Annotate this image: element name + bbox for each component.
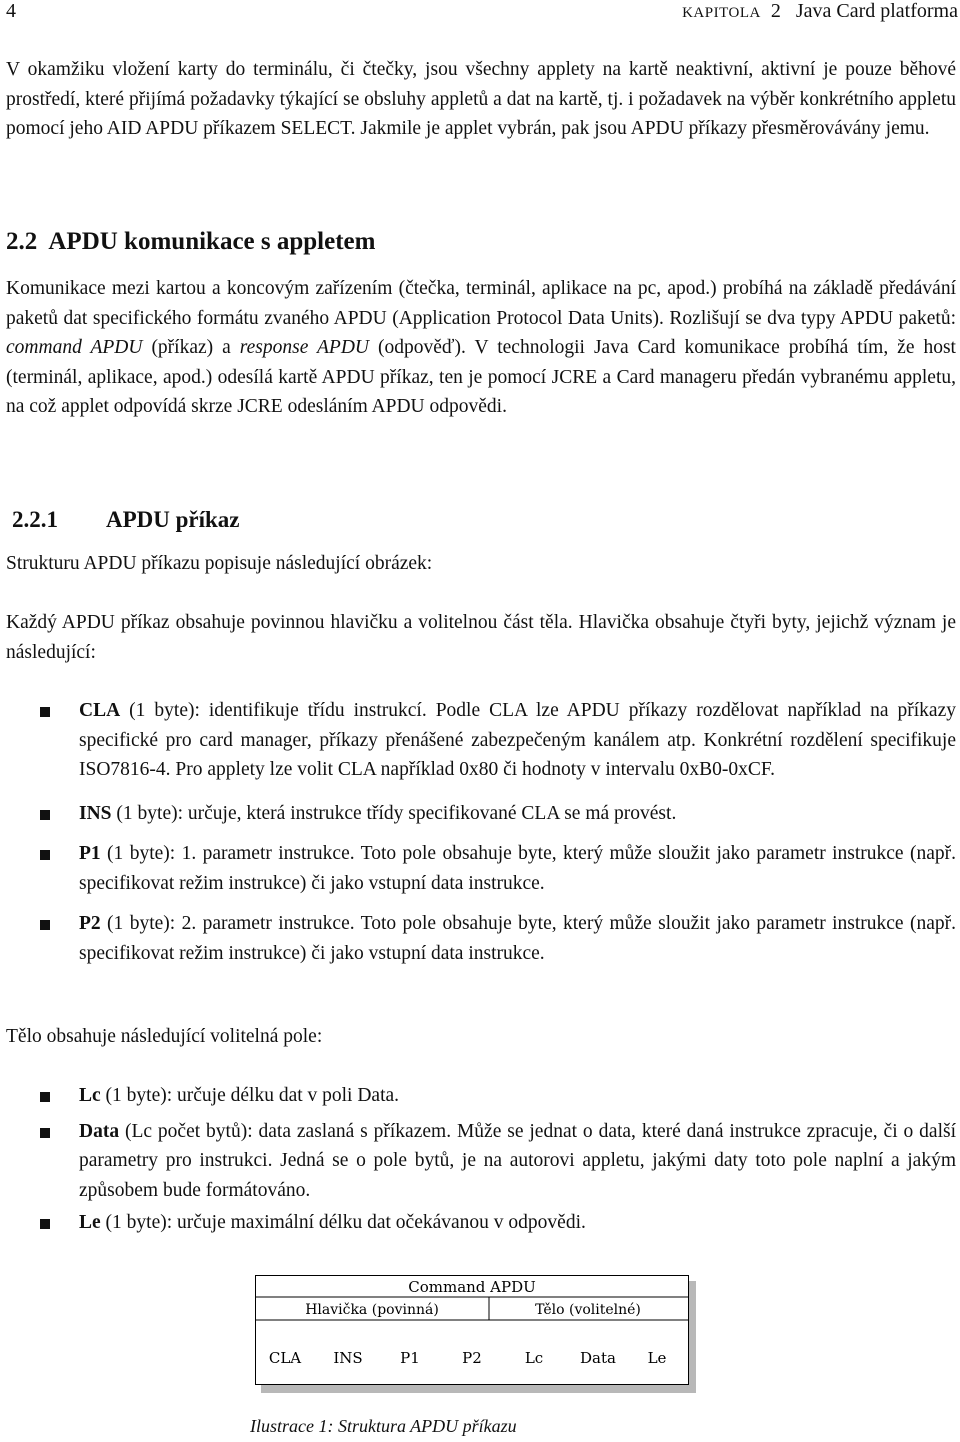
apdu-structure-figure [255,1275,696,1393]
section-title: APDU příkaz [106,507,240,532]
apdu-structure-diagram [255,1275,696,1393]
apdu-field: Le [647,1349,667,1367]
field-description: (1 byte): určuje délku dat v poli Data. [100,1085,400,1106]
bullet-square-icon [40,707,50,717]
bullet-square-icon [40,810,50,820]
section-number: 2.2.1 [12,507,58,532]
figure-caption: Ilustrace 1: Struktura APDU příkazu [250,1416,517,1436]
field-term: CLA [79,700,121,721]
field-term: P2 [79,913,101,934]
header-description-paragraph: Každý APDU příkaz obsahuje povinnou hlavičku a volitelnou část těla. Hlavička obsahuje čtyři byty, jejichž význam je následující: [6,612,956,663]
field-description: (1 byte): určuje, která instrukce třídy specifikované CLA se má provést. [111,802,677,824]
section-number: 2.2 [6,228,38,255]
figure-header-label: Hlavička (povinná) [305,1302,439,1318]
bullet-square-icon [40,1128,50,1138]
figure-body-label: Tělo (volitelné) [535,1302,641,1318]
chapter-number: 2 [770,0,781,22]
apdu-field: P2 [462,1349,482,1367]
intro-paragraph: V okamžiku vložení karty do terminálu, či čtečky, jsou všechny applety na kartě neaktivní, aktivní je pouze běhové prostředí, které přijímá požadavky týkající se obsluhy appletů a dat na kartě, tj. i požadavek na výběr konkrétního appletu pomocí jeho AID APDU příkazem SELECT. Jakmile je applet vybrán, pak jsou APDU příkazy přesměrovávány jemu. [6,59,956,139]
field-description: (Lc počet bytů): data zaslaná s příkazem. Může se jednat o data, které daná instrukce zpracuje, či o další parametry pro instrukci. Jedná se o pole bytů, je na autorovi appletu, jakými daty toto pole naplní a jakým způsobem bude formátováno. [79,1120,956,1201]
list-item [6,1081,956,1111]
bullet-square-icon [40,920,50,930]
field-description: (1 byte): identifikuje třídu instrukcí. Podle CLA lze APDU příkazy rozdělovat například na příkazy specifické pro card manager, příkazy přenášené zabezpečeným kanálem atp. Konkrétní rozdělení specifikuje ISO7816-4. Pro applety lze volit CLA například 0x80 či hodnoty v intervalu 0xB0-0xCF. [79,700,956,780]
body-description-paragraph: Tělo obsahuje následující volitelná pole: [6,1026,323,1047]
term-response-apdu: response APDU [239,337,370,358]
section-heading-2-2 [6,228,375,256]
apdu-communication-paragraph [6,274,956,422]
field-term: Lc [79,1085,101,1106]
bullet-square-icon [40,1219,50,1229]
page-number: 4 [6,0,16,22]
section-heading-2-2-1 [6,507,240,533]
body-fields-list [6,1081,956,1238]
bullet-square-icon [40,850,50,860]
field-description: (1 byte): 1. parametr instrukce. Toto pole obsahuje byte, který může sloužit jako parametr instrukce (např. specifikovat režim instrukce) či jako vstupní data instrukce. [79,843,956,894]
para-text: Komunikace mezi kartou a koncovým zařízením (čtečka, terminál, aplikace na pc, apod.) probíhá na základě předávání paketů dat specifického formátu zvaného APDU (Application Protocol Data Units). Rozlišují se dva typy APDU paketů: [6,278,956,329]
apdu-field: INS [333,1349,363,1367]
field-term: P1 [79,843,101,864]
field-term: Data [79,1120,120,1142]
list-item [6,1117,956,1206]
page-header [6,0,958,26]
apdu-field: Data [580,1349,616,1367]
figure-intro-paragraph: Strukturu APDU příkazu popisuje následující obrázek: [6,553,433,574]
list-item [6,839,956,898]
list-item [6,696,956,785]
para-text: (odpověď). V technologii Java Card komunikace probíhá tím, že host (terminál, aplikace, apod.) odesílá kartě APDU příkaz, ten je pomocí JCRE a Card manageru předán vybranému appletu, na což applet odpovídá skrze JCRE odesláním APDU odpovědi. [6,337,956,417]
apdu-field: Lc [524,1349,544,1367]
header-fields-list [6,696,956,968]
figure-title: Command APDU [408,1278,536,1296]
apdu-field: P1 [400,1349,420,1367]
section-title: APDU komunikace s appletem [48,228,376,255]
field-description: (1 byte): určuje maximální délku dat očekávanou v odpovědi. [100,1212,586,1233]
list-item [6,909,956,968]
field-description: (1 byte): 2. parametr instrukce. Toto pole obsahuje byte, který může sloužit jako parametr instrukce (např. specifikovat režim instrukce) či jako vstupní data instrukce. [79,913,956,964]
list-item [6,799,956,829]
apdu-field: CLA [268,1349,302,1367]
term-command-apdu: command APDU [6,337,143,358]
list-item [6,1208,956,1238]
field-term: INS [79,802,112,824]
chapter-title: Java Card platforma [795,0,958,22]
field-term: Le [79,1212,101,1233]
chapter-word: KAPITOLA [682,5,761,21]
para-text: (příkaz) a [142,337,240,358]
bullet-square-icon [40,1092,50,1102]
running-head [682,0,958,23]
